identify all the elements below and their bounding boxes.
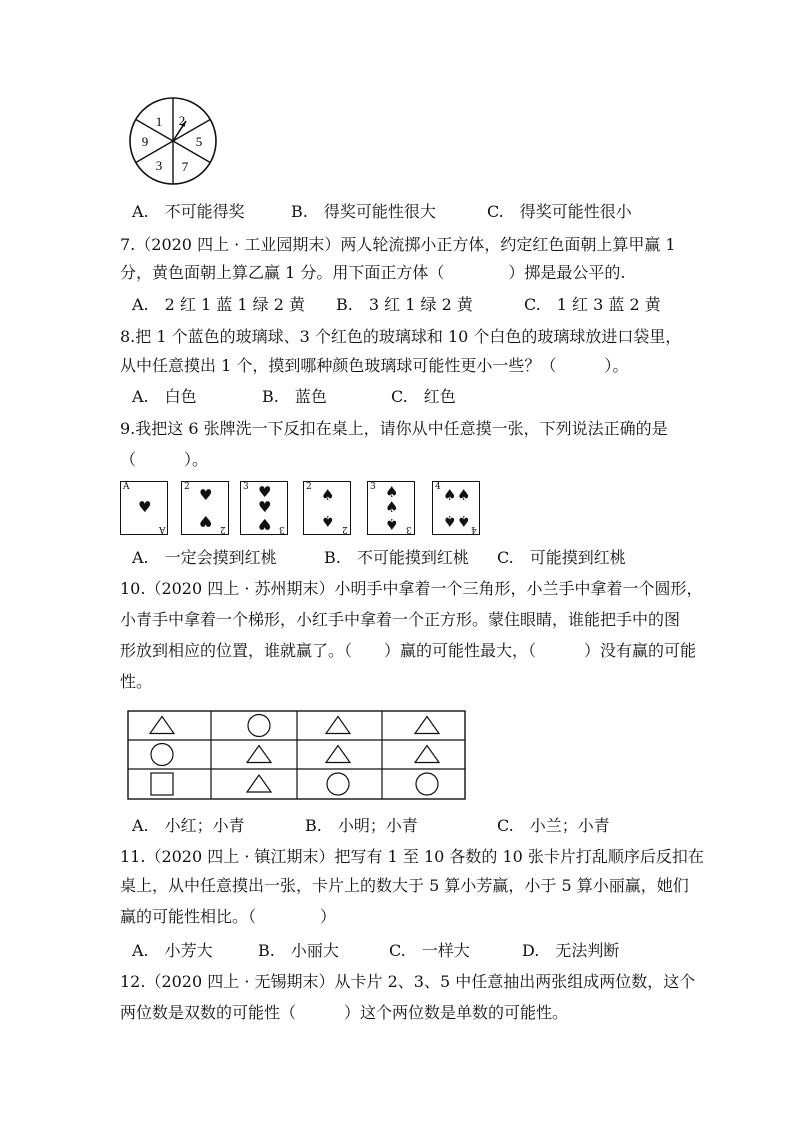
option-text: 不可能摸到红桃 <box>356 548 469 567</box>
q6-option-b[interactable] <box>291 202 436 222</box>
spinner-number: 3 <box>155 158 163 173</box>
q8-stem-line: 8.把 1 个蓝色的玻璃球、3 个红色的玻璃球和 10 个白色的玻璃球放进口袋里， <box>120 327 682 346</box>
card-suit-icon: ♠ <box>385 515 399 533</box>
q7-stem-line: 7.（2020 四上 · 工业园期末）两人轮流掷小正方体，约定红色面朝上算甲赢 1 <box>120 235 676 254</box>
square-shape <box>151 773 173 795</box>
q8-option-a[interactable] <box>132 387 197 407</box>
spinner-number: 1 <box>155 114 163 129</box>
playing-card <box>432 481 480 535</box>
triangle-shape <box>415 746 439 763</box>
card-suit-icon: ♥ <box>138 498 152 516</box>
card-rank: 3 <box>279 524 285 534</box>
option-letter: B. <box>262 387 279 406</box>
card-suit-icon: ♠ <box>457 512 471 530</box>
playing-card <box>303 481 351 535</box>
q9-option-c[interactable] <box>497 548 626 568</box>
circle-shape <box>327 773 349 795</box>
triangle-shape <box>247 775 271 792</box>
q10-option-c[interactable] <box>497 816 610 836</box>
option-text: 可能摸到红桃 <box>529 548 626 567</box>
spinner-figure <box>128 96 218 186</box>
q11-stem-line: 11.（2020 四上 · 镇江期末）把写有 1 至 10 各数的 10 张卡片打乱顺序后反扣在 <box>120 847 704 866</box>
q8-option-c[interactable] <box>391 387 456 407</box>
card-rank: 2 <box>342 524 348 534</box>
option-letter: A. <box>132 816 149 835</box>
option-text: 白色 <box>164 387 197 406</box>
q11-option-d[interactable] <box>522 941 619 961</box>
q11-option-b[interactable] <box>258 941 339 961</box>
option-letter: C. <box>497 548 514 567</box>
option-text: 小红；小青 <box>164 816 245 835</box>
card-suit-icon: ♥ <box>258 483 272 501</box>
option-text: 小丽大 <box>290 941 339 960</box>
q8-stem-line: 从中任意摸出 1 个，摸到哪种颜色玻璃球可能性更小一些？（ ）。 <box>120 356 629 375</box>
option-letter: C. <box>524 295 541 314</box>
option-text: 无法判断 <box>555 941 620 960</box>
q10-option-a[interactable] <box>132 816 245 836</box>
option-letter: B. <box>291 202 308 221</box>
spinner-number: 7 <box>181 159 189 174</box>
card-suit-icon: ♥ <box>199 486 213 504</box>
option-letter: A. <box>132 941 149 960</box>
option-letter: B. <box>258 941 275 960</box>
card-rank: 3 <box>370 482 376 492</box>
playing-card <box>120 481 168 535</box>
card-rank: 3 <box>406 524 412 534</box>
option-letter: C. <box>389 941 406 960</box>
option-text: 蓝色 <box>294 387 327 406</box>
card-suit-icon: ♥ <box>258 515 272 533</box>
card-suit-icon: ♥ <box>258 498 272 516</box>
q10-option-b[interactable] <box>305 816 418 836</box>
q12-stem-line: 两位数是双数的可能性（ ）这个两位数是单数的可能性。 <box>120 1003 569 1022</box>
option-letter: A. <box>132 295 149 314</box>
card-rank: A <box>123 482 130 492</box>
option-letter: A. <box>132 387 149 406</box>
q7-stem-line: 分，黄色面朝上算乙赢 1 分。用下面正方体（ ）掷是最公平的. <box>120 263 626 282</box>
q6-option-c[interactable] <box>487 202 632 222</box>
option-text: 得奖可能性很大 <box>323 202 436 221</box>
option-text: 1 红 3 蓝 2 黄 <box>556 295 661 314</box>
option-letter: A. <box>132 202 149 221</box>
q8-option-b[interactable] <box>262 387 327 407</box>
card-suit-icon: ♠ <box>321 486 335 504</box>
q10-stem-line: 小青手中拿着一个梯形，小红手中拿着一个正方形。蒙住眼睛，谁能把手中的图 <box>120 610 681 629</box>
triangle-shape <box>247 746 271 763</box>
circle-shape <box>151 744 173 766</box>
option-text: 不可能得奖 <box>164 202 245 221</box>
option-letter: C. <box>391 387 408 406</box>
option-letter: B. <box>305 816 322 835</box>
triangle-shape <box>415 717 439 734</box>
option-text: 红色 <box>423 387 456 406</box>
q7-option-a[interactable] <box>132 295 305 315</box>
option-text: 小明；小青 <box>337 816 418 835</box>
q11-stem-line: 桌上，从中任意摸出一张，卡片上的数大于 5 算小芳赢，小于 5 算小丽赢，她们 <box>120 876 689 895</box>
card-suit-icon: ♠ <box>443 512 457 530</box>
triangle-shape <box>150 717 174 734</box>
option-text: 3 红 1 绿 2 黄 <box>368 295 473 314</box>
card-rank: 4 <box>435 482 441 492</box>
circle-shape <box>416 773 438 795</box>
option-letter: D. <box>522 941 540 960</box>
q11-stem-line: 赢的可能性相比。（ ） <box>120 907 337 926</box>
q10-stem-line: 形放到相应的位置，谁就赢了。（ ）赢的可能性最大，（ ）没有赢的可能 <box>120 641 697 660</box>
card-rank: 2 <box>184 482 190 492</box>
triangle-shape <box>326 717 350 734</box>
option-letter: C. <box>487 202 504 221</box>
card-rank: 2 <box>306 482 312 492</box>
card-rank: 2 <box>220 524 226 534</box>
card-suit-icon: ♠ <box>457 486 471 504</box>
circle-shape <box>248 715 270 737</box>
q9-option-b[interactable] <box>324 548 469 568</box>
q11-option-a[interactable] <box>132 941 213 961</box>
option-text: 得奖可能性很小 <box>519 202 632 221</box>
spinner-number: 9 <box>141 134 149 149</box>
q10-stem-line: 10.（2020 四上 · 苏州期末）小明手中拿着一个三角形，小兰手中拿着一个圆形， <box>120 579 703 598</box>
card-rank: 4 <box>471 524 477 534</box>
q10-stem-line: 性。 <box>120 672 153 691</box>
option-letter: C. <box>497 816 514 835</box>
option-letter: B. <box>336 295 353 314</box>
q9-stem-line: 9.我把这 6 张牌洗一下反扣在桌上，请你从中任意摸一张，下列说法正确的是 <box>120 419 668 438</box>
option-text: 一定会摸到红桃 <box>164 548 277 567</box>
option-text: 小芳大 <box>164 941 213 960</box>
card-rank: 3 <box>243 482 249 492</box>
option-text: 小兰；小青 <box>529 816 610 835</box>
card-suit-icon: ♥ <box>199 512 213 530</box>
card-suit-icon: ♠ <box>321 512 335 530</box>
playing-card <box>240 481 288 535</box>
q7-option-b[interactable] <box>336 295 473 315</box>
shape-grid <box>127 710 467 800</box>
q6-option-a[interactable] <box>132 202 245 222</box>
q9-stem-line: （ ）。 <box>120 450 209 469</box>
card-rank: A <box>158 524 165 534</box>
playing-card <box>367 481 415 535</box>
spinner-number: 2 <box>178 113 186 128</box>
option-text: 2 红 1 蓝 1 绿 2 黄 <box>164 295 305 314</box>
triangle-shape <box>326 746 350 763</box>
option-text: 一样大 <box>421 941 470 960</box>
q7-option-c[interactable] <box>524 295 661 315</box>
card-suit-icon: ♠ <box>385 483 399 501</box>
option-letter: A. <box>132 548 149 567</box>
q12-stem-line: 12.（2020 四上 · 无锡期末）从卡片 2、3、5 中任意抽出两张组成两位数，这个 <box>120 972 696 991</box>
option-letter: B. <box>324 548 341 567</box>
playing-card <box>181 481 229 535</box>
q11-option-c[interactable] <box>389 941 470 961</box>
spinner-number: 5 <box>195 134 203 149</box>
card-suit-icon: ♠ <box>385 498 399 516</box>
card-suit-icon: ♠ <box>443 486 457 504</box>
q9-option-a[interactable] <box>132 548 277 568</box>
